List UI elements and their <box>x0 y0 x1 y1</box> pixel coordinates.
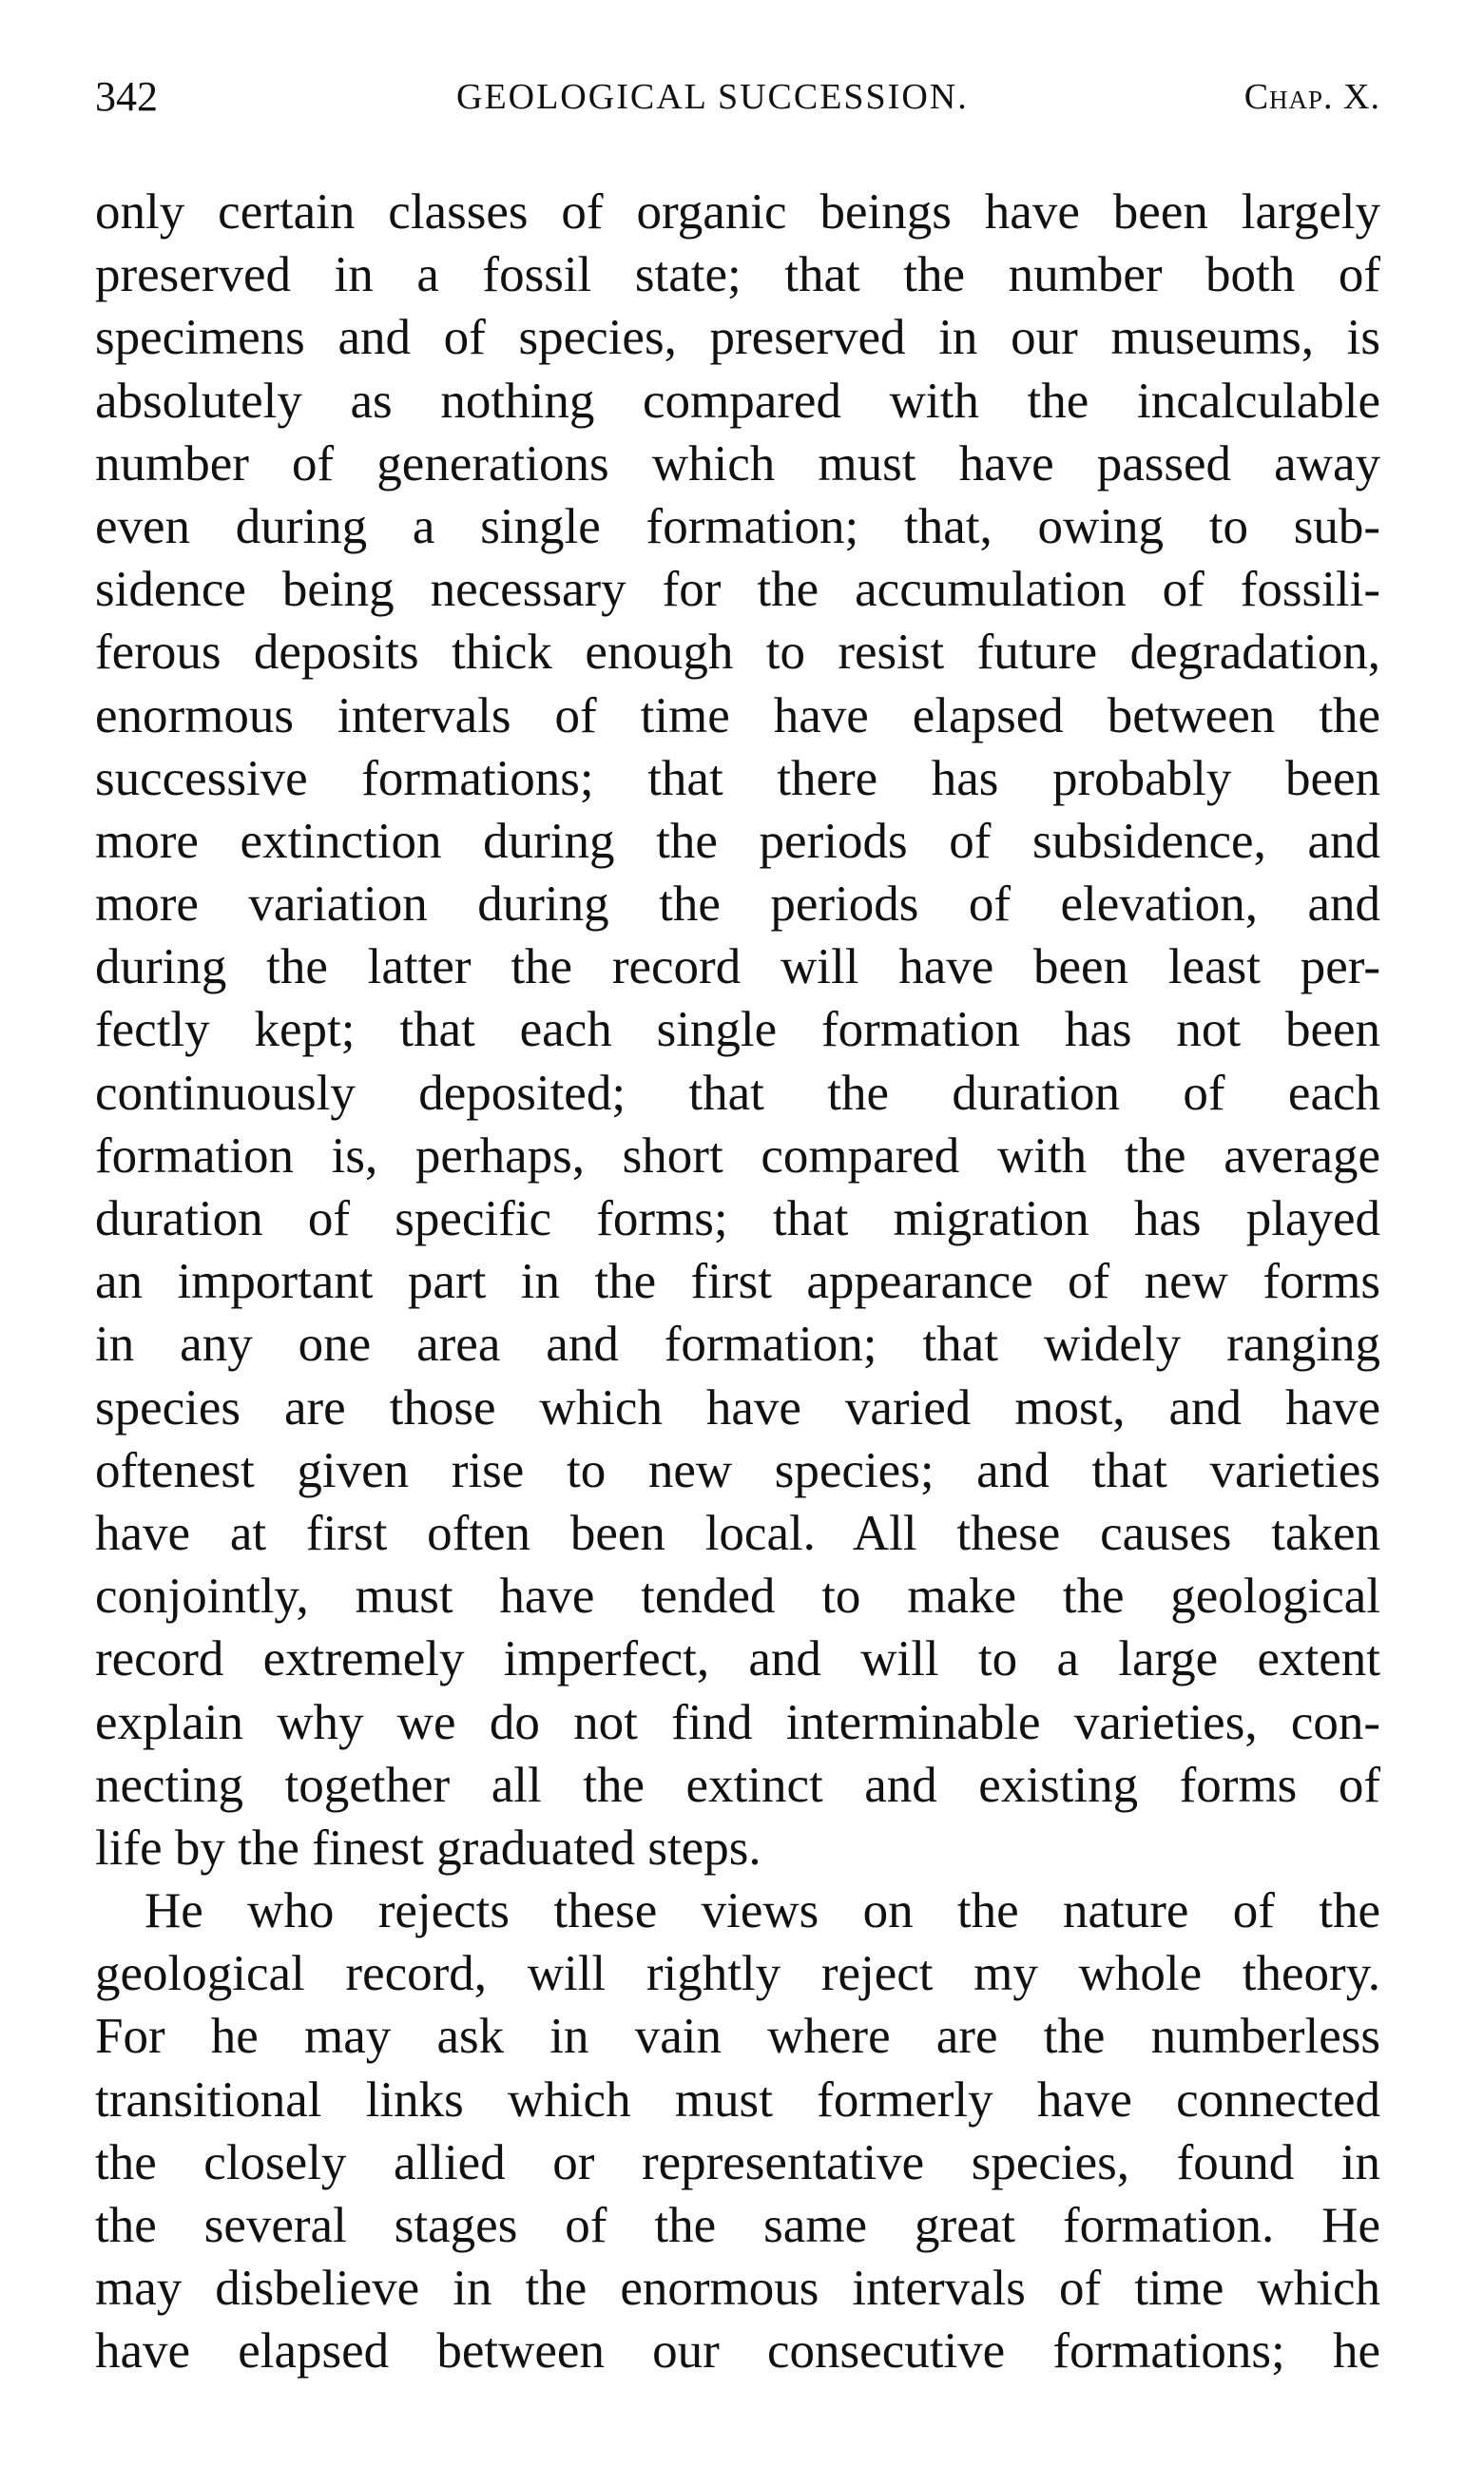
text-line: enormous intervals of time have elapsed between the <box>95 687 1380 743</box>
text-line: necting together all the extinct and existing forms of <box>95 1757 1380 1813</box>
text-line: For he may ask in vain where are the numberless <box>95 2009 1380 2065</box>
text-line: more extinction during the periods of subsidence, and <box>95 813 1380 869</box>
text-line: duration of specific forms; that migration has played <box>95 1191 1380 1246</box>
text-line: in any one area and formation; that widely ranging <box>95 1317 1380 1373</box>
text-line: the several stages of the same great formation. He <box>95 2198 1380 2253</box>
text-line: absolutely as nothing compared with the incalculable <box>95 373 1380 429</box>
text-line: formation is, perhaps, short compared with the average <box>95 1127 1380 1184</box>
text-line: only certain classes of organic beings have been largely <box>95 184 1380 240</box>
paragraph <box>95 181 1380 1879</box>
text-line: may disbelieve in the enormous intervals of time which <box>95 2261 1380 2317</box>
text-line: oftenest given rise to new species; and that varieties <box>95 1442 1380 1498</box>
text-line: even during a single formation; that, owing to sub- <box>95 498 1380 554</box>
paragraph <box>95 1879 1380 2383</box>
text-line: record extremely imperfect, and will to a large extent <box>95 1631 1380 1687</box>
text-line: transitional links which must formerly have connected <box>95 2072 1380 2128</box>
text-line: have at first often been local. All these causes taken <box>95 1505 1380 1561</box>
text-line: conjointly, must have tended to make the geological <box>95 1569 1380 1625</box>
body-text <box>95 181 1380 2383</box>
page-number: 342 <box>95 73 158 120</box>
text-line: species are those which have varied most, and have <box>95 1379 1380 1436</box>
chapter-reference: Chap. X. <box>1243 77 1380 117</box>
text-line: have elapsed between our consecutive formations; he <box>95 2323 1380 2380</box>
text-line: successive formations; that there has probably been <box>95 750 1380 806</box>
running-title: GEOLOGICAL SUCCESSION. <box>456 77 969 117</box>
text-line: number of generations which must have passed away <box>95 435 1380 491</box>
text-line: continuously deposited; that the duration of each <box>95 1065 1380 1121</box>
running-head <box>95 68 1380 125</box>
text-line: sidence being necessary for the accumulation of fossili- <box>95 562 1380 618</box>
text-line: an important part in the first appearance of new forms <box>95 1254 1380 1310</box>
text-line: ferous deposits thick enough to resist future degradation, <box>95 625 1380 681</box>
text-line: geological record, will rightly reject my whole theory. <box>95 1946 1380 2002</box>
text-line: more variation during the periods of elevation, and <box>95 877 1380 933</box>
text-line: preserved in a fossil state; that the number both of <box>95 247 1380 303</box>
text-line: life by the finest graduated steps. <box>95 1820 761 1876</box>
text-line: specimens and of species, preserved in our museums, is <box>95 310 1380 366</box>
text-line: the closely allied or representative species, found in <box>95 2134 1380 2190</box>
text-line: fectly kept; that each single formation has not been <box>95 1002 1380 1058</box>
text-line: explain why we do not find interminable varieties, con- <box>95 1694 1380 1750</box>
text-line: He who rejects these views on the nature of the <box>145 1883 1380 1939</box>
text-line: during the latter the record will have been least per- <box>95 939 1380 995</box>
